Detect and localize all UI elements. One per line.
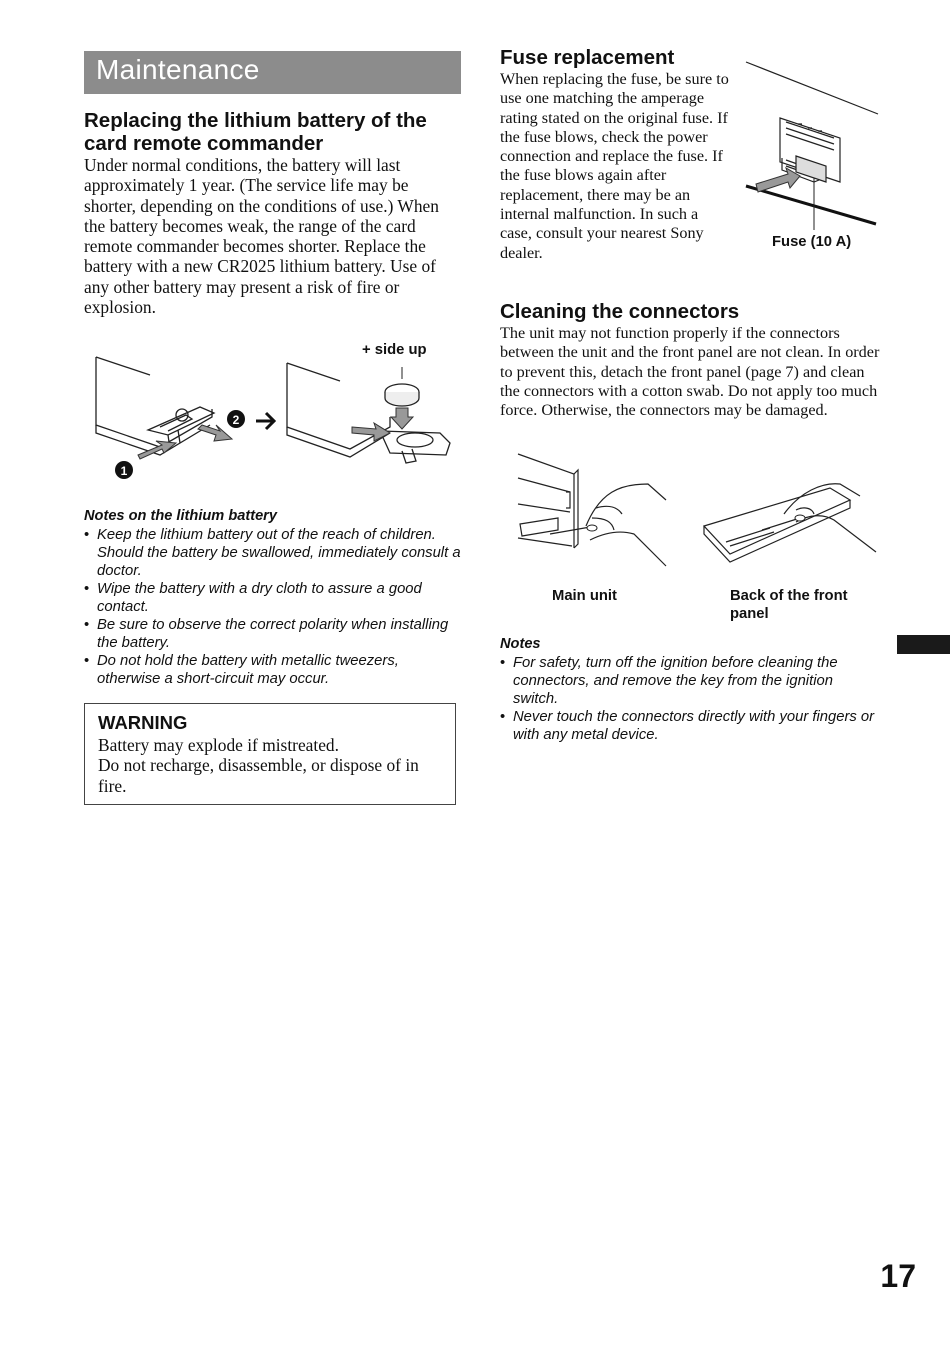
front-panel-diagram	[700, 470, 878, 570]
battery-heading: Replacing the lithium battery of the card remote commander	[84, 109, 427, 155]
fuse-illustration	[742, 58, 882, 258]
warning-box	[84, 703, 456, 805]
fuse-diagram	[742, 58, 882, 258]
cleaning-body: The unit may not function properly if the connectors between the unit and the front panel are not clean. In order to prevent this, detach the front panel (page 7) and clean the connectors with a cotton swab. Do not apply too much force. Otherwise, the connectors may be damaged.	[500, 324, 880, 420]
list-item: • Do not hold the battery with metallic tweezers, otherwise a short-circuit may occur.	[84, 652, 464, 688]
thumb-tab-marker	[897, 635, 950, 654]
fuse-heading: Fuse replacement	[500, 46, 675, 69]
list-item: • Be sure to observe the correct polarity when installing the battery.	[84, 616, 464, 652]
section-header	[84, 51, 461, 94]
list-item: • Never touch the connectors directly with your fingers or with any metal device.	[500, 708, 880, 744]
cleaning-notes-title: Notes	[500, 636, 541, 652]
list-item: • Wipe the battery with a dry cloth to assure a good contact.	[84, 580, 464, 616]
battery-diagram	[90, 335, 465, 485]
list-item: • For safety, turn off the ignition before cleaning the connectors, and remove the key from the ignition switch.	[500, 654, 880, 708]
warning-title: WARNING	[98, 712, 188, 733]
front-panel-illustration	[700, 470, 878, 570]
warning-line: Battery may explode if mistreated.	[98, 735, 339, 755]
side-up-label: + side up	[362, 342, 427, 358]
battery-body: Under normal conditions, the battery will last approximately 1 year. (The service life may be shorter, depending on the conditions of use.) When the battery becomes weak, the range of the card remote commander becomes shorter. Replace the battery with a new CR2025 lithium battery. Use of any other battery may present a risk of fire or explosion.	[84, 155, 439, 318]
main-unit-illustration	[510, 448, 670, 573]
main-unit-caption: Main unit	[552, 588, 617, 604]
cleaning-notes-list	[500, 654, 880, 744]
step1-marker: 1	[120, 464, 128, 478]
main-unit-diagram	[510, 448, 670, 573]
battery-notes-title: Notes on the lithium battery	[84, 508, 277, 524]
page-number: 17	[880, 1258, 916, 1294]
front-panel-caption: Back of the front panel	[730, 588, 848, 622]
battery-notes-list	[84, 526, 464, 688]
cleaning-heading: Cleaning the connectors	[500, 300, 740, 323]
battery-illustration	[90, 335, 465, 485]
warning-line: Do not recharge, disassemble, or dispose of in fire.	[98, 755, 419, 796]
step2-marker: 2	[232, 413, 240, 427]
section-title: Maintenance	[96, 54, 260, 85]
fuse-body: When replacing the fuse, be sure to use one matching the amperage rating stated on the original fuse. If the fuse blows, check the power connection and replace the fuse. If the fuse blows again after replacement, there may be an internal malfunction. In such a case, consult your nearest Sony dealer.	[500, 70, 729, 262]
fuse-label: Fuse (10 A)	[772, 234, 852, 250]
list-item: • Keep the lithium battery out of the reach of children. Should the battery be swallowed, immediately consult a doctor.	[84, 526, 464, 580]
warning-body	[98, 735, 443, 796]
